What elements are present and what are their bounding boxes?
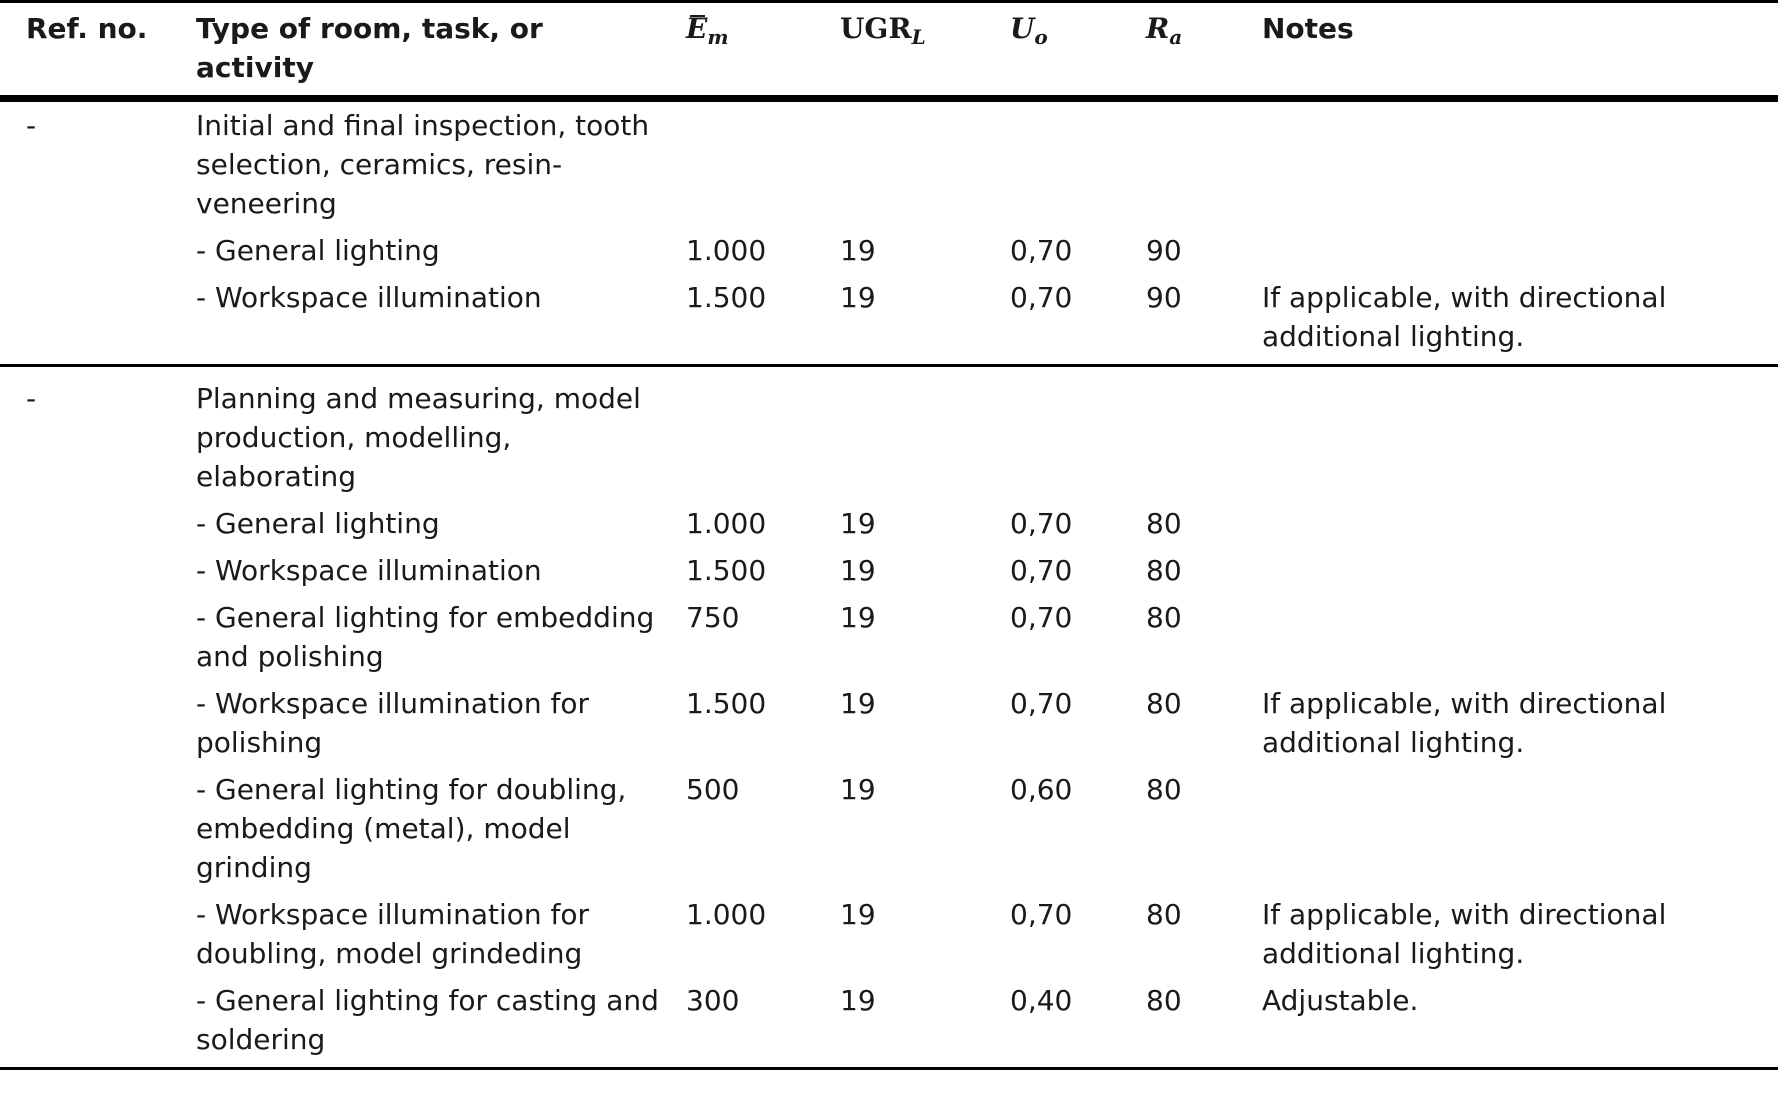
cell-type-of-room: - Workspace illumination xyxy=(196,281,542,314)
table-row xyxy=(0,274,1778,366)
cell-notes: If applicable, with directional additional lighting. xyxy=(1262,281,1667,353)
cell-uo: 0,70 xyxy=(1010,554,1073,587)
header-uo xyxy=(984,2,1120,99)
cell-uo: 0,60 xyxy=(1010,773,1073,806)
cell-uo: 0,70 xyxy=(1010,898,1073,931)
cell-ugr: 19 xyxy=(840,507,876,540)
header-ra-subscript: a xyxy=(1169,25,1183,49)
header-ugr-symbol: UGR xyxy=(840,12,912,45)
cell-ref-no xyxy=(0,977,170,1069)
cell-ref-no xyxy=(0,891,170,977)
header-ugr xyxy=(814,2,984,99)
cell-uo: 0,70 xyxy=(1010,234,1073,267)
cell-ra: 90 xyxy=(1146,281,1182,314)
cell-ugr: 19 xyxy=(840,601,876,634)
cell-ra: 80 xyxy=(1146,507,1182,540)
cell-em: 500 xyxy=(686,773,740,806)
cell-uo: 0,70 xyxy=(1010,281,1073,314)
cell-notes xyxy=(1236,594,1778,680)
cell-ra xyxy=(1120,366,1236,501)
cell-em xyxy=(660,99,814,228)
header-uo-subscript: o xyxy=(1034,25,1048,49)
cell-ugr: 19 xyxy=(840,554,876,587)
cell-uo: 0,70 xyxy=(1010,687,1073,720)
header-ugr-subscript: L xyxy=(911,25,926,49)
cell-type-of-room: - Workspace illumination for doubling, model grindeding xyxy=(196,898,590,970)
cell-ref-no xyxy=(0,594,170,680)
cell-notes xyxy=(1236,500,1778,547)
cell-ref-no xyxy=(0,227,170,274)
table-row xyxy=(0,227,1778,274)
cell-uo: 0,40 xyxy=(1010,984,1073,1017)
cell-em: 1.500 xyxy=(686,281,767,314)
cell-em: 1.000 xyxy=(686,234,767,267)
cell-uo: 0,70 xyxy=(1010,507,1073,540)
cell-notes xyxy=(1236,227,1778,274)
cell-ref-no xyxy=(0,500,170,547)
cell-notes xyxy=(1236,766,1778,891)
table-row xyxy=(0,977,1778,1069)
table-row xyxy=(0,547,1778,594)
cell-em xyxy=(660,366,814,501)
cell-uo xyxy=(984,366,1120,501)
cell-ra: 80 xyxy=(1146,601,1182,634)
cell-type-of-room: - General lighting for embedding and polishing xyxy=(196,601,655,673)
cell-notes xyxy=(1236,366,1778,501)
table-header-row xyxy=(0,2,1778,99)
table-body xyxy=(0,99,1778,1069)
cell-ref-no xyxy=(0,547,170,594)
cell-uo: 0,70 xyxy=(1010,601,1073,634)
cell-ugr xyxy=(814,366,984,501)
cell-ra: 80 xyxy=(1146,687,1182,720)
cell-ra: 80 xyxy=(1146,984,1182,1017)
cell-notes xyxy=(1236,99,1778,228)
cell-type-of-room: Initial and final inspection, tooth selection, ceramics, resin-veneering xyxy=(196,109,650,220)
cell-em: 750 xyxy=(686,601,740,634)
cell-type-of-room: - General lighting for doubling, embedding (metal), model grinding xyxy=(196,773,627,884)
cell-ugr: 19 xyxy=(840,898,876,931)
cell-ref-no: - xyxy=(26,382,37,415)
header-ra xyxy=(1120,2,1236,99)
cell-notes: Adjustable. xyxy=(1262,984,1419,1017)
cell-ugr: 19 xyxy=(840,773,876,806)
cell-ref-no xyxy=(0,766,170,891)
header-notes: Notes xyxy=(1262,12,1354,45)
header-em xyxy=(660,2,814,99)
cell-type-of-room: - Workspace illumination for polishing xyxy=(196,687,590,759)
cell-em: 1.000 xyxy=(686,507,767,540)
table-row xyxy=(0,891,1778,977)
cell-ra xyxy=(1120,99,1236,228)
cell-notes xyxy=(1236,547,1778,594)
cell-type-of-room: - General lighting for casting and soldering xyxy=(196,984,659,1056)
table-row xyxy=(0,366,1778,501)
header-em-subscript: m xyxy=(707,25,729,49)
cell-ra: 80 xyxy=(1146,773,1182,806)
cell-ra: 80 xyxy=(1146,554,1182,587)
cell-type-of-room: - General lighting xyxy=(196,234,440,267)
cell-type-of-room: Planning and measuring, model production, modelling, elaborating xyxy=(196,382,641,493)
cell-ugr xyxy=(814,99,984,228)
table-row xyxy=(0,500,1778,547)
cell-ugr: 19 xyxy=(840,687,876,720)
cell-em: 300 xyxy=(686,984,740,1017)
header-ref-no: Ref. no. xyxy=(26,12,148,45)
cell-em: 1.000 xyxy=(686,898,767,931)
cell-ref-no xyxy=(0,274,170,366)
cell-ref-no xyxy=(0,680,170,766)
cell-type-of-room: - Workspace illumination xyxy=(196,554,542,587)
table-row xyxy=(0,766,1778,891)
table-row xyxy=(0,680,1778,766)
cell-ugr: 19 xyxy=(840,234,876,267)
cell-ra: 80 xyxy=(1146,898,1182,931)
cell-ugr: 19 xyxy=(840,281,876,314)
cell-uo xyxy=(984,99,1120,228)
cell-type-of-room: - General lighting xyxy=(196,507,440,540)
header-uo-symbol: U xyxy=(1010,12,1035,45)
header-em-symbol: E xyxy=(686,12,708,45)
cell-ra: 90 xyxy=(1146,234,1182,267)
cell-em: 1.500 xyxy=(686,687,767,720)
header-type-of-room: Type of room, task, or activity xyxy=(196,12,543,84)
cell-ref-no: - xyxy=(26,109,37,142)
table-row xyxy=(0,99,1778,228)
cell-em: 1.500 xyxy=(686,554,767,587)
cell-notes: If applicable, with directional additional lighting. xyxy=(1262,898,1667,970)
cell-notes: If applicable, with directional additional lighting. xyxy=(1262,687,1667,759)
cell-ugr: 19 xyxy=(840,984,876,1017)
table-row xyxy=(0,594,1778,680)
header-ra-symbol: R xyxy=(1146,12,1170,45)
